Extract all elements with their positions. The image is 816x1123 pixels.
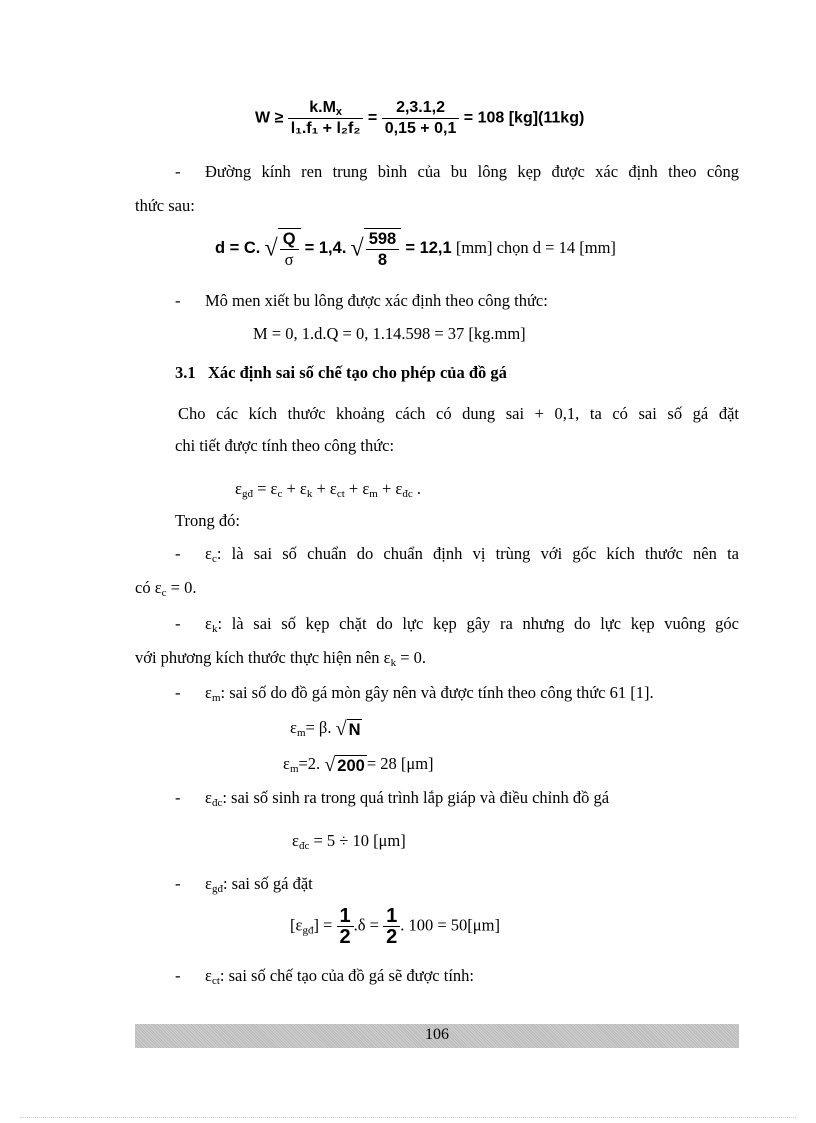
formula-d-sqrt1: √ $\frac{Q}{\sigma}$ (265, 228, 301, 270)
formula-d-lhs: d = C. (215, 238, 261, 257)
formula-d-sqrt2: √ $\frac{598}{8}$ (351, 228, 402, 270)
item-m-sym: ε (205, 683, 212, 702)
bullet-marker: - (175, 788, 181, 807)
eps-sub-k: k (306, 488, 313, 500)
frac2-den: 0,15 + 0,1 (384, 120, 457, 137)
eps-m-sym: ε (283, 754, 290, 773)
eps-symbol: ε (395, 479, 403, 498)
sqrt-n: √ N (335, 718, 361, 741)
eps-gd-mid: .δ = (353, 915, 379, 935)
page-number: 106 (425, 1026, 449, 1043)
eps-gd-sub: gđ (302, 924, 314, 937)
formula-w-lhs: W ≥ (255, 109, 284, 127)
section-heading (175, 363, 507, 383)
eps-m-f2-pre: =2. (298, 754, 325, 773)
item-c-sub: c (211, 553, 217, 565)
formula-eps-gd (290, 906, 500, 947)
item-dc-rest: : sai số sinh ra trong quá trình lắp giáp và điều chỉnh đồ gá (222, 788, 610, 807)
eps-sub-gd: gđ (241, 488, 253, 500)
bullet-marker: - (175, 614, 181, 633)
eps-plus: + (377, 479, 396, 498)
eps-dc-rest: = 5 ÷ 10 [μm] (309, 831, 406, 850)
bullet-marker: - (175, 874, 181, 893)
item-gd-rest: : sai số gá đặt (222, 874, 313, 893)
eps-m-sub: m (296, 727, 306, 739)
item-c-line2 (135, 578, 196, 598)
para-1-line1: Cho các kích thước khoảng cách có dung sai + 0,1, ta có sai số gá đặt (178, 404, 739, 423)
bullet-1-line1: Đường kính ren trung bình của bu lông kẹp được xác định theo công (205, 162, 739, 181)
eps-sub-ct: ct (336, 488, 345, 500)
item-dc-line1 (205, 788, 609, 808)
formula-d-mid: = 1,4. (304, 238, 347, 257)
item-c-line2-pre: có ε (135, 578, 162, 597)
eps-sub-dc: đc (402, 488, 413, 500)
formula-w-result: = 108 [kg](11kg) (463, 109, 585, 127)
eps-symbol: ε (270, 479, 278, 498)
sqrt-200: √ 200 (324, 754, 365, 777)
eps-plus: + (282, 479, 300, 498)
sqrt2-den: 8 (377, 251, 388, 269)
item-m-line1 (205, 683, 654, 703)
sqrt1-den: σ (284, 250, 294, 269)
eps-m-sym: ε (290, 718, 297, 737)
formula-w-frac1 (288, 98, 364, 139)
sqrt-n-rad: N (348, 721, 361, 740)
item-k-line2-pre: với phương kích thước thực hiện nên ε (135, 648, 391, 667)
item-k-sym: ε (205, 614, 212, 633)
frac1-num: k.M (309, 99, 336, 116)
half-frac-2 (383, 906, 400, 947)
eps-plus: + (344, 479, 363, 498)
formula-m: M = 0, 1.d.Q = 0, 1.14.598 = 37 [kg.mm] (253, 324, 526, 343)
item-k-line2 (135, 648, 426, 668)
item-ct-rest: : sai số chế tạo của đồ gá sẽ được tính: (219, 966, 474, 985)
item-c-line2-post: = 0. (166, 578, 197, 597)
item-m-sub: m (211, 692, 221, 704)
eps-gd-close: ] = (313, 915, 333, 935)
section-title: Xác định sai số chế tạo cho phép của đồ gá (208, 363, 507, 382)
eps-m-sub: m (289, 763, 299, 775)
formula-d (215, 228, 616, 270)
half-frac-1 (337, 906, 354, 947)
eps-symbol: ε (362, 479, 370, 498)
item-m-rest: : sai số do đồ gá mòn gây nên và được tính theo công thức 61 [1]. (220, 683, 654, 702)
eps-dc-sym: ε (292, 831, 299, 850)
bullet-marker: - (175, 544, 181, 563)
item-c-rest: : là sai số chuẩn do chuẩn định vị trùng với gốc kích thước nên ta (216, 544, 739, 563)
half-num: 1 (383, 906, 400, 927)
formula-eps-m-2 (283, 754, 434, 776)
formula-w-eq: = (367, 109, 378, 127)
eps-symbol: ε (235, 479, 242, 498)
item-gd-sub: gđ (211, 883, 223, 895)
eps-plus: + (312, 479, 330, 498)
formula-eps-dc (292, 831, 406, 851)
eps-symbol: ε (299, 479, 307, 498)
eps-dc-sub: đc (298, 840, 310, 852)
trong-do-label: Trong đó: (175, 511, 240, 530)
item-gd-line1 (205, 874, 313, 894)
item-ct-sym: ε (205, 966, 212, 985)
half-num: 1 (337, 906, 354, 927)
half-den: 2 (339, 926, 351, 948)
bullet-marker: - (175, 966, 181, 985)
bullet-1-line2: thức sau: (135, 196, 195, 215)
frac1-den: l₁.f₁ + l₂f₂ (290, 120, 361, 137)
eps-m-f2-post: = 28 [μm] (366, 754, 434, 773)
item-c-sym: ε (205, 544, 212, 563)
eps-m-f1-pre: = β. (305, 718, 336, 737)
item-c-sub: c (161, 587, 167, 599)
frac2-num: 2,3.1,2 (382, 98, 460, 119)
page-footer-bar (135, 1024, 739, 1048)
formula-w (255, 98, 584, 139)
sqrt-200-rad: 200 (337, 757, 365, 776)
eps-sub-m: m (369, 488, 378, 500)
bullet-marker: - (175, 291, 181, 310)
bullet-2-text: Mô men xiết bu lông được xác định theo công thức: (205, 291, 548, 310)
item-ct-line1 (205, 966, 474, 986)
item-k-rest: : là sai số kẹp chặt do lực kẹp gây ra nhưng do lực kẹp vuông góc (217, 614, 739, 633)
item-ct-sub: ct (211, 975, 220, 987)
item-c-line1 (205, 544, 739, 564)
formula-d-result: = 12,1 (405, 238, 452, 257)
item-gd-sym: ε (205, 874, 212, 893)
eps-gd-tail: . 100 = 50[μm] (400, 915, 500, 935)
half-den: 2 (386, 926, 398, 948)
sqrt2-num: 598 (366, 229, 400, 250)
section-number: 3.1 (175, 363, 196, 382)
bullet-marker: - (175, 162, 181, 181)
eps-eq: = (252, 479, 271, 498)
formula-d-tail: [mm] chọn d = 14 [mm] (455, 237, 616, 257)
formula-eps-m-1 (290, 718, 362, 740)
frac1-num-sub: x (335, 106, 343, 118)
item-k-line2-post: = 0. (396, 648, 427, 667)
formula-w-frac2 (382, 98, 460, 139)
item-k-sub: k (211, 623, 218, 635)
eps-gd-open: [ε (290, 915, 303, 935)
bottom-dotted-rule (20, 1117, 796, 1118)
para-1-line2: chi tiết được tính theo công thức: (175, 436, 395, 455)
eps-sub-c: c (277, 488, 283, 500)
eps-end: . (412, 479, 421, 498)
item-k-line1 (205, 614, 739, 634)
item-k-sub: k (390, 657, 397, 669)
eps-symbol: ε (329, 479, 337, 498)
bullet-marker: - (175, 683, 181, 702)
item-dc-sym: ε (205, 788, 212, 807)
sqrt1-num: Q (280, 229, 299, 250)
item-dc-sub: đc (211, 797, 223, 809)
formula-eps-sum (235, 479, 421, 499)
